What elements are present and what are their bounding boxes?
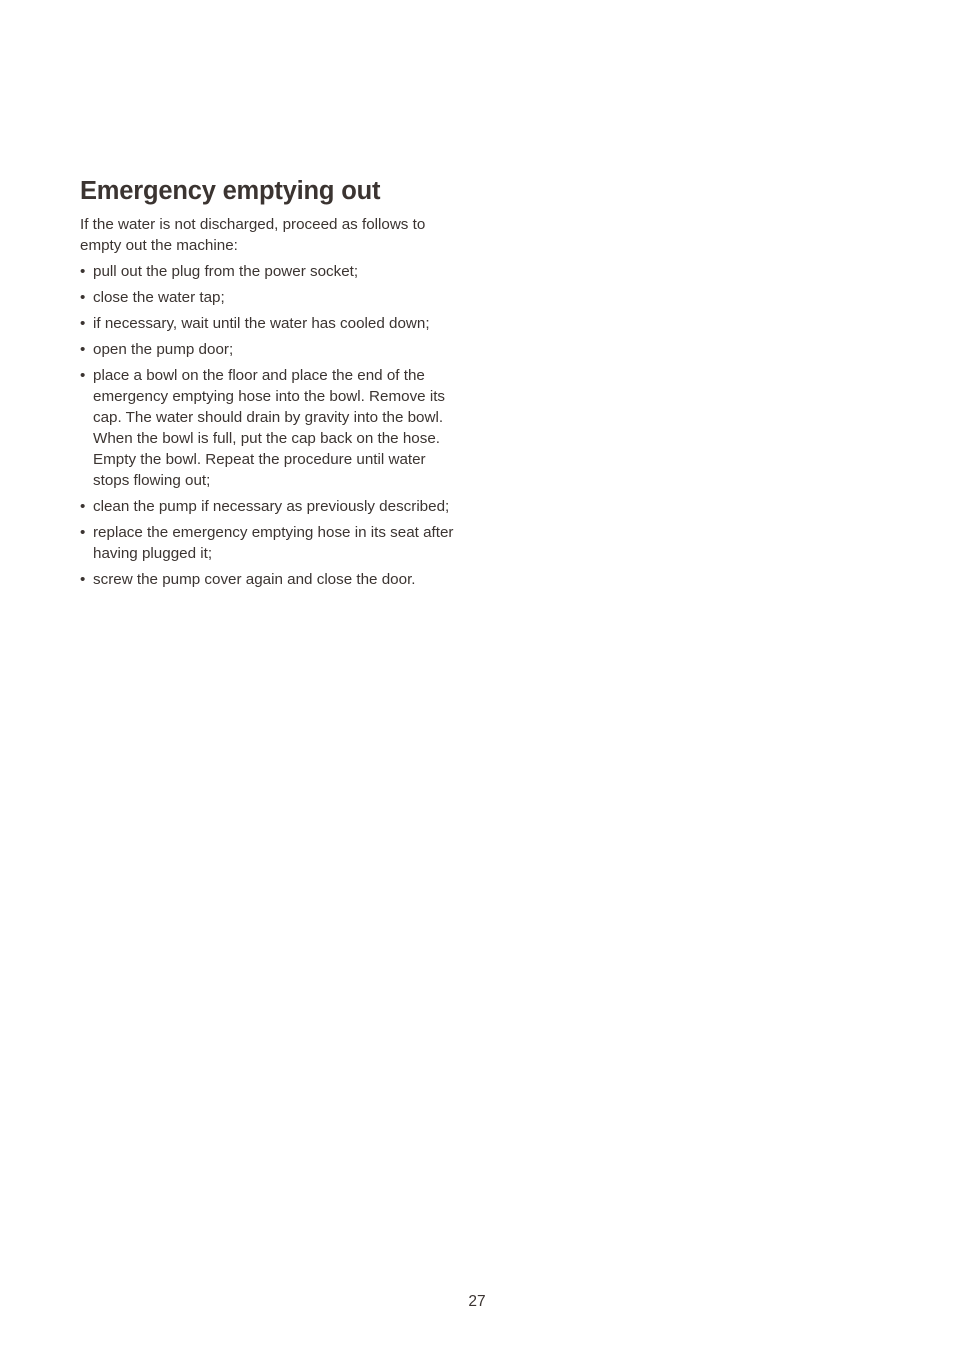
bullet-icon: • (80, 571, 86, 588)
intro-paragraph: If the water is not discharged, proceed as follows to empty out the machine: (80, 216, 426, 254)
steps-list (80, 261, 460, 590)
list-item (80, 339, 460, 360)
list-item (80, 261, 460, 282)
list-item (80, 287, 460, 308)
bullet-icon: • (80, 289, 86, 306)
bullet-icon: • (80, 341, 86, 358)
list-item (80, 522, 460, 564)
step-text: place a bowl on the floor and place the end of the emergency emptying hose into the bowl. Remove its cap. The water should drain by gravity into the bowl. When the bowl is full, put the cap back on the hose. Empty the bowl. Repeat the procedure until water stops flowing out; (93, 367, 446, 489)
step-text: open the pump door; (93, 341, 234, 358)
step-text: pull out the plug from the power socket; (93, 263, 359, 280)
bullet-icon: • (80, 263, 86, 280)
section-heading: Emergency emptying out (80, 177, 381, 205)
step-text: screw the pump cover again and close the door. (93, 571, 416, 588)
list-item (80, 313, 460, 334)
step-text: close the water tap; (93, 289, 225, 306)
bullet-icon: • (80, 524, 86, 541)
list-item (80, 569, 460, 590)
emergency-emptying-section (80, 174, 460, 595)
list-item (80, 365, 460, 491)
step-text: replace the emergency emptying hose in its seat after having plugged it; (93, 524, 454, 562)
page-number: 27 (468, 1293, 486, 1310)
bullet-icon: • (80, 498, 86, 515)
bullet-icon: • (80, 367, 86, 384)
step-text: if necessary, wait until the water has cooled down; (93, 315, 430, 332)
list-item (80, 496, 460, 517)
bullet-icon: • (80, 315, 86, 332)
step-text: clean the pump if necessary as previously described; (93, 498, 450, 515)
